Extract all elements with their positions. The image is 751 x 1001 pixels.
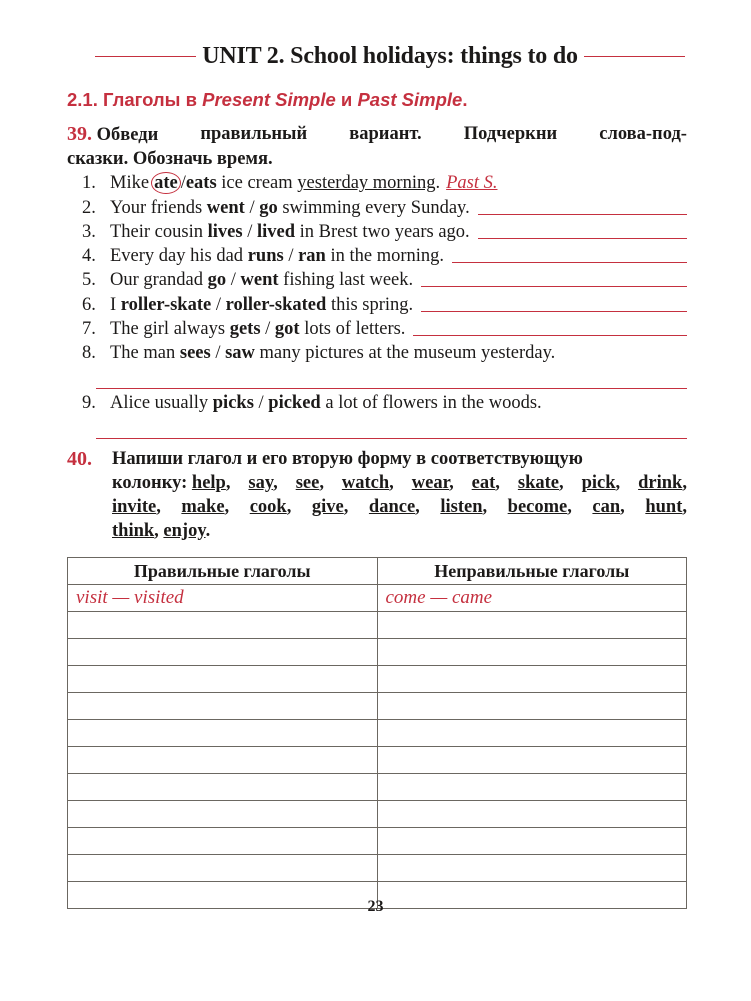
exercise-item-8	[82, 340, 687, 364]
option[interactable]: go	[259, 197, 278, 218]
irregular-verb-cell[interactable]	[377, 666, 687, 693]
verb: hunt	[645, 497, 683, 517]
unit-title-row	[95, 38, 685, 74]
answer-blank[interactable]	[421, 286, 687, 287]
item-text: many pictures at the museum yesterday.	[254, 343, 556, 364]
table-header-row	[68, 558, 687, 585]
irregular-verb-cell[interactable]	[377, 801, 687, 828]
option[interactable]: lives	[207, 221, 243, 242]
item-text: Our grandad	[110, 270, 208, 291]
verb: give	[311, 497, 344, 517]
option[interactable]: eats	[185, 173, 217, 194]
item-text: Mike	[110, 173, 150, 194]
option-separator: /	[210, 343, 226, 364]
verb: skate	[517, 473, 559, 493]
item-text: this spring.	[326, 294, 414, 315]
regular-verb-cell[interactable]	[68, 720, 378, 747]
item-text: a lot of flowers in the woods.	[320, 392, 542, 413]
exercise-item-1	[82, 170, 687, 194]
instruction-word: Подчеркни	[463, 124, 558, 144]
item-text: ice cream	[216, 173, 298, 194]
option[interactable]: got	[274, 319, 300, 340]
unit-title: UNIT 2. School holidays: things to do	[202, 42, 578, 69]
table-row	[68, 747, 687, 774]
item-text: in the morning.	[325, 246, 445, 267]
underlined-clue: yesterday morning	[297, 173, 436, 194]
exercise-item-4	[82, 243, 687, 267]
instruction-prefix: колонку:	[112, 473, 192, 493]
verb: see	[295, 473, 320, 493]
verb: think	[112, 521, 155, 541]
item-number: 1.	[82, 173, 96, 194]
section-mid: и	[335, 89, 358, 110]
example-regular: visit — visited	[68, 585, 378, 612]
instruction-word: правильный	[200, 124, 308, 144]
instruction-word: Обведи	[96, 125, 159, 145]
option-separator: /	[226, 270, 241, 291]
answer-blank[interactable]	[478, 238, 687, 239]
irregular-verb-cell[interactable]	[377, 720, 687, 747]
exercise-item-6	[82, 291, 687, 315]
verb-list-line: invite, make, cook, give, dance, listen, become, can, hunt,	[112, 497, 687, 517]
regular-verb-cell[interactable]	[68, 855, 378, 882]
verb: enjoy	[163, 521, 206, 541]
exercise-40-instruction	[67, 447, 687, 543]
answer-blank[interactable]	[478, 214, 687, 215]
exercise-item-5	[82, 267, 687, 291]
section-heading	[67, 89, 467, 111]
verb: make	[181, 497, 225, 517]
verb-list	[67, 471, 687, 543]
answer-blank[interactable]	[421, 311, 687, 312]
option-separator: /	[244, 197, 260, 218]
option[interactable]: ran	[298, 246, 326, 267]
verb: watch	[341, 473, 390, 493]
regular-verb-cell[interactable]	[68, 747, 378, 774]
item-text: The girl always	[110, 319, 230, 340]
regular-verb-cell[interactable]	[68, 693, 378, 720]
exercise-item-3	[82, 219, 687, 243]
option[interactable]: go	[207, 270, 227, 291]
instruction-word: слова-под-	[599, 124, 687, 144]
verb: invite	[112, 497, 157, 517]
exercise-39-items	[82, 170, 687, 439]
instruction-line-1: Напиши глагол и его вторую форму в соответствующую	[112, 449, 583, 469]
option-separator: /	[260, 319, 275, 340]
item-number: 6.	[82, 294, 96, 315]
exercise-item-2	[82, 194, 687, 218]
section-prefix: 2.1. Глаголы в	[67, 89, 203, 110]
answer-blank[interactable]	[413, 335, 687, 336]
exercise-item-7	[82, 316, 687, 340]
verb: cook	[249, 497, 287, 517]
instruction-word: вариант.	[349, 124, 422, 144]
exercise-40-number: 40.	[67, 448, 92, 470]
answer-blank[interactable]	[96, 414, 687, 439]
item-text: Every day his dad	[110, 246, 248, 267]
section-end: .	[462, 89, 468, 110]
option[interactable]: roller-skated	[225, 294, 327, 315]
example-irregular: come — came	[377, 585, 687, 612]
item-text: I	[110, 294, 121, 315]
item-number: 2.	[82, 197, 96, 218]
irregular-verb-cell[interactable]	[377, 855, 687, 882]
option[interactable]: lived	[256, 221, 295, 242]
tense-answer: Past S.	[446, 173, 498, 194]
option-separator: /	[242, 221, 257, 242]
regular-verb-cell[interactable]	[68, 666, 378, 693]
item-text: swimming every Sunday.	[277, 197, 470, 218]
item-text: fishing last week.	[278, 270, 414, 291]
verb-list-line: think, enjoy.	[112, 521, 211, 541]
regular-verb-cell[interactable]	[68, 774, 378, 801]
title-rule-left	[95, 56, 196, 57]
section-term-present: Present Simple	[202, 89, 336, 110]
item-text: lots of letters.	[299, 319, 406, 340]
irregular-verb-cell[interactable]	[377, 747, 687, 774]
item-text: Their cousin	[110, 221, 208, 242]
item-number: 5.	[82, 270, 96, 291]
option[interactable]: saw	[225, 343, 255, 364]
answer-blank[interactable]	[96, 364, 687, 389]
verb: drink	[638, 473, 683, 493]
irregular-verb-cell[interactable]	[377, 693, 687, 720]
verb: say	[248, 473, 274, 493]
table-row	[68, 666, 687, 693]
table-row	[68, 585, 687, 612]
regular-verb-cell[interactable]	[68, 639, 378, 666]
table-row	[68, 693, 687, 720]
header-regular-verbs: Правильные глаголы	[68, 558, 378, 585]
irregular-verb-cell[interactable]	[377, 828, 687, 855]
option[interactable]: sees	[179, 343, 211, 364]
regular-verb-cell[interactable]	[68, 801, 378, 828]
item-number: 3.	[82, 221, 96, 242]
option[interactable]: gets	[229, 319, 261, 340]
option-separator: /	[283, 246, 299, 267]
section-term-past: Past Simple	[357, 89, 463, 110]
regular-verb-cell[interactable]	[68, 612, 378, 639]
verb: can	[592, 497, 621, 517]
option[interactable]: went	[240, 270, 279, 291]
item-number: 9.	[82, 392, 96, 413]
option[interactable]: picks	[212, 392, 254, 413]
header-irregular-verbs: Неправильные глаголы	[377, 558, 687, 585]
exercise-item-9	[82, 389, 687, 413]
verb-table	[67, 557, 687, 909]
item-number: 4.	[82, 246, 96, 267]
option-separator: /	[253, 392, 269, 413]
item-number: 8.	[82, 343, 96, 364]
table-row	[68, 639, 687, 666]
exercise-39-instruction	[67, 122, 687, 171]
option[interactable]: went	[206, 197, 245, 218]
irregular-verb-cell[interactable]	[377, 612, 687, 639]
circled-option[interactable]: ate	[151, 172, 181, 194]
table-row	[68, 612, 687, 639]
option[interactable]: roller-skate	[120, 294, 212, 315]
verb: listen	[440, 497, 483, 517]
table-row	[68, 828, 687, 855]
item-text: Alice usually	[110, 392, 213, 413]
verb: wear	[411, 473, 450, 493]
table-row	[68, 774, 687, 801]
verb-list-line: колонку: help, say, see, watch, wear, eat, skate, pick, drink,	[112, 473, 687, 493]
instruction-line-2: сказки. Обозначь время.	[67, 149, 273, 169]
option[interactable]: runs	[247, 246, 284, 267]
option-separator: /	[211, 294, 226, 315]
answer-blank[interactable]	[452, 262, 687, 263]
title-rule-right	[584, 56, 685, 57]
page-number: 23	[367, 898, 384, 915]
table-row	[68, 720, 687, 747]
option[interactable]: picked	[268, 392, 321, 413]
verb: dance	[368, 497, 416, 517]
irregular-verb-cell[interactable]	[377, 639, 687, 666]
verb: help	[191, 473, 226, 493]
table-row	[68, 855, 687, 882]
item-text: Your friends	[110, 197, 207, 218]
regular-verb-cell[interactable]	[68, 828, 378, 855]
option-separator: /	[180, 173, 186, 194]
verb: pick	[581, 473, 616, 493]
exercise-39-number: 39.	[67, 123, 92, 145]
table-row	[68, 801, 687, 828]
item-text: in Brest two years ago.	[295, 221, 470, 242]
verb: become	[507, 497, 568, 517]
item-text: The man	[110, 343, 180, 364]
item-text: .	[435, 173, 441, 194]
irregular-verb-cell[interactable]	[377, 774, 687, 801]
verb: eat	[471, 473, 496, 493]
item-number: 7.	[82, 319, 96, 340]
